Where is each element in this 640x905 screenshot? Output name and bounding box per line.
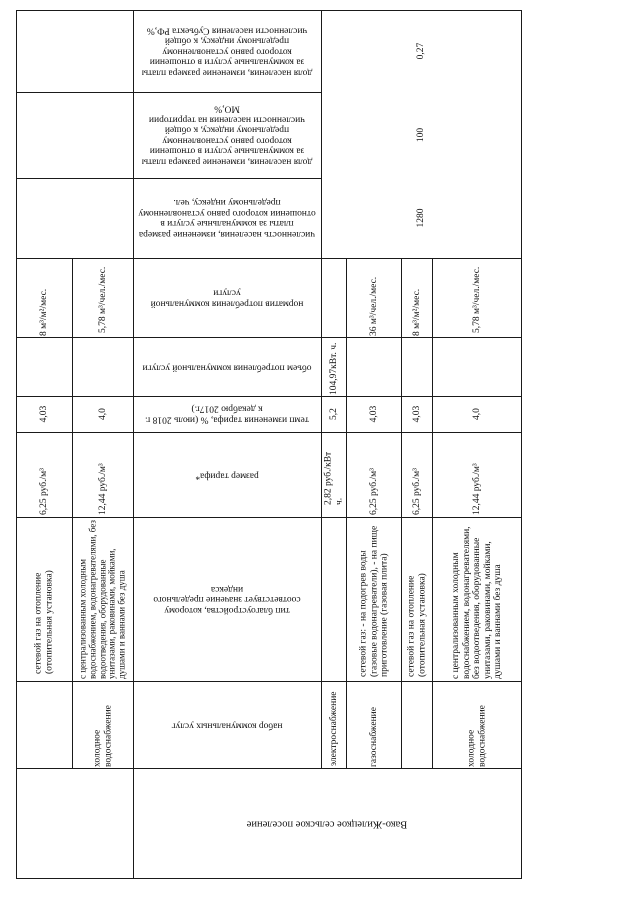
row-electricity-service-cell	[321, 681, 346, 768]
row-gasheat-tariff-cell	[401, 432, 432, 517]
total-share-subject: 0,27	[415, 42, 426, 60]
row-electricity-tariff: 2,82 руб./кВт ч.	[323, 451, 344, 505]
frame-right	[521, 10, 522, 878]
header-tariff: размер тарифа*	[195, 469, 259, 480]
topA-growth: 4,03	[38, 405, 49, 423]
row-electricity-tariff-cell	[321, 432, 346, 517]
header-norm: норматив потребления коммунальной услуги	[150, 287, 304, 308]
topB-service: холодное водоснабжение	[92, 704, 113, 767]
header-growth: темп изменения тарифа, % (июль 2018 г. к декабрю 2017г.)	[145, 404, 309, 425]
row-water-norm-cell	[432, 258, 521, 337]
header-services-cell	[133, 681, 321, 768]
frame-bottom	[16, 878, 522, 879]
topB-improvement: с централизованным холодным водоснабжением, водонагревателями, без водоотведения, оборудованные унитазами, раковинами, мойками, душами и ваннами без душа	[77, 520, 127, 679]
topB-service-cell	[72, 681, 133, 768]
topB-growth: 4,0	[97, 408, 108, 420]
row-electricity-growth: 5,2	[328, 408, 339, 420]
topA-norm-cell	[16, 258, 72, 337]
row-gas-growth-cell	[346, 396, 401, 432]
row-gas-tariff-cell	[346, 432, 401, 517]
row-gasheat-norm: 8 м³/м²/мес.	[411, 288, 422, 336]
topB-norm-cell	[72, 258, 133, 337]
header-improvement: тип благоустройства, которому соответствует значение предельного индекса	[153, 583, 301, 615]
row-gas-service: газоснабжение	[368, 706, 379, 767]
row-gas-improvement-cell	[346, 517, 401, 681]
row-gas-norm-cell	[346, 258, 401, 337]
row-electricity-volume-cell	[321, 337, 346, 396]
total-population: 1280	[415, 208, 426, 228]
topB-tariff-cell	[72, 432, 133, 517]
header-services: набор коммунальных услуг	[171, 719, 283, 730]
topB-improvement-cell	[72, 517, 133, 681]
row-gasheat-improvement: сетевой газ на отопление (отопительная установка)	[406, 573, 427, 677]
header-volume-cell	[133, 337, 321, 396]
total-share-mo: 100	[415, 127, 426, 143]
total-population-cell	[321, 178, 521, 258]
row-water-service: холодное водоснабжение	[466, 704, 487, 767]
row-water-improvement-cell	[432, 517, 521, 681]
header-share-mo: доля населения, изменение размера платы за коммунальные услуги в отношении которого равно установленному предельному индексу, к общей численности населения на территории МО,%	[141, 104, 313, 167]
topA-improvement: сетевой газ на отопление (отопительная установка)	[33, 570, 54, 674]
header-tariff-cell	[133, 432, 321, 517]
row-electricity-growth-cell	[321, 396, 346, 432]
header-growth-cell	[133, 396, 321, 432]
row-gasheat-improvement-cell	[401, 517, 432, 681]
header-population: численность населения, изменение размера платы за коммунальные услуги в отношении которого равно установленному предельному индексу, чел.	[138, 197, 316, 239]
row-gas-norm: 36 м³/чел./мес.	[368, 276, 379, 336]
topB-growth-cell	[72, 396, 133, 432]
row-gasheat-tariff: 6,25 руб./м³	[411, 467, 422, 515]
row-gas-service-cell	[346, 681, 401, 768]
row-water-growth: 4,0	[471, 408, 482, 420]
row-gas-improvement: сетевой газ: - на подогрев воды (газовые водонагреватели), - на пище приготовление (газовая плита)	[357, 525, 389, 677]
row-gasheat-growth: 4,03	[411, 405, 422, 423]
row-water-improvement: с централизованным холодным водоснабжением, водонагревателями, без водоотведения, оборудованные унитазами, раковинами, мойками, душами и ваннами без душа	[450, 526, 503, 679]
topB-norm: 5,78 м³/чел./мес.	[97, 266, 108, 333]
row-water-tariff: 12,44 руб./м³	[471, 462, 482, 515]
settlement-name: Вако-Жилецкое сельское поселение	[246, 818, 408, 830]
header-volume: объем потребления коммунальной услуги	[142, 361, 312, 372]
header-population-cell	[133, 178, 321, 258]
row-electricity-service: электроснабжение	[328, 690, 339, 766]
header-improvement-cell	[133, 517, 321, 681]
total-share-mo-cell	[321, 92, 521, 178]
row-water-growth-cell	[432, 396, 521, 432]
row-electricity-volume: 104,97кВт. ч.	[328, 342, 339, 395]
topA-improvement-cell	[16, 517, 72, 681]
row-water-tariff-cell	[432, 432, 521, 517]
topA-tariff-cell	[16, 432, 72, 517]
row-gasheat-growth-cell	[401, 396, 432, 432]
header-share-mo-cell	[133, 92, 321, 178]
topA-tariff: 6,25 руб./м³	[38, 467, 49, 515]
total-share-subject-cell	[321, 10, 521, 92]
row-water-service-cell	[432, 681, 521, 768]
row-gas-growth: 4,03	[368, 405, 379, 423]
row-water-norm: 5,78 м³/чел./мес.	[471, 266, 482, 333]
topB-tariff: 12,44 руб./м³	[97, 462, 108, 515]
topA-growth-cell	[16, 396, 72, 432]
header-norm-cell	[133, 258, 321, 337]
settlement-cell	[133, 768, 521, 878]
header-share-subject-cell	[133, 10, 321, 92]
row-gas-tariff: 6,25 руб./м³	[368, 467, 379, 515]
header-share-subject: доля населения, изменение размера платы за коммунальные услуги в отношении которого равно установленному предельному индексу, к общей численности населения Субъекта РФ,%	[141, 25, 313, 78]
topA-norm: 8 м³/м²/мес.	[38, 288, 49, 336]
row-gasheat-norm-cell	[401, 258, 432, 337]
